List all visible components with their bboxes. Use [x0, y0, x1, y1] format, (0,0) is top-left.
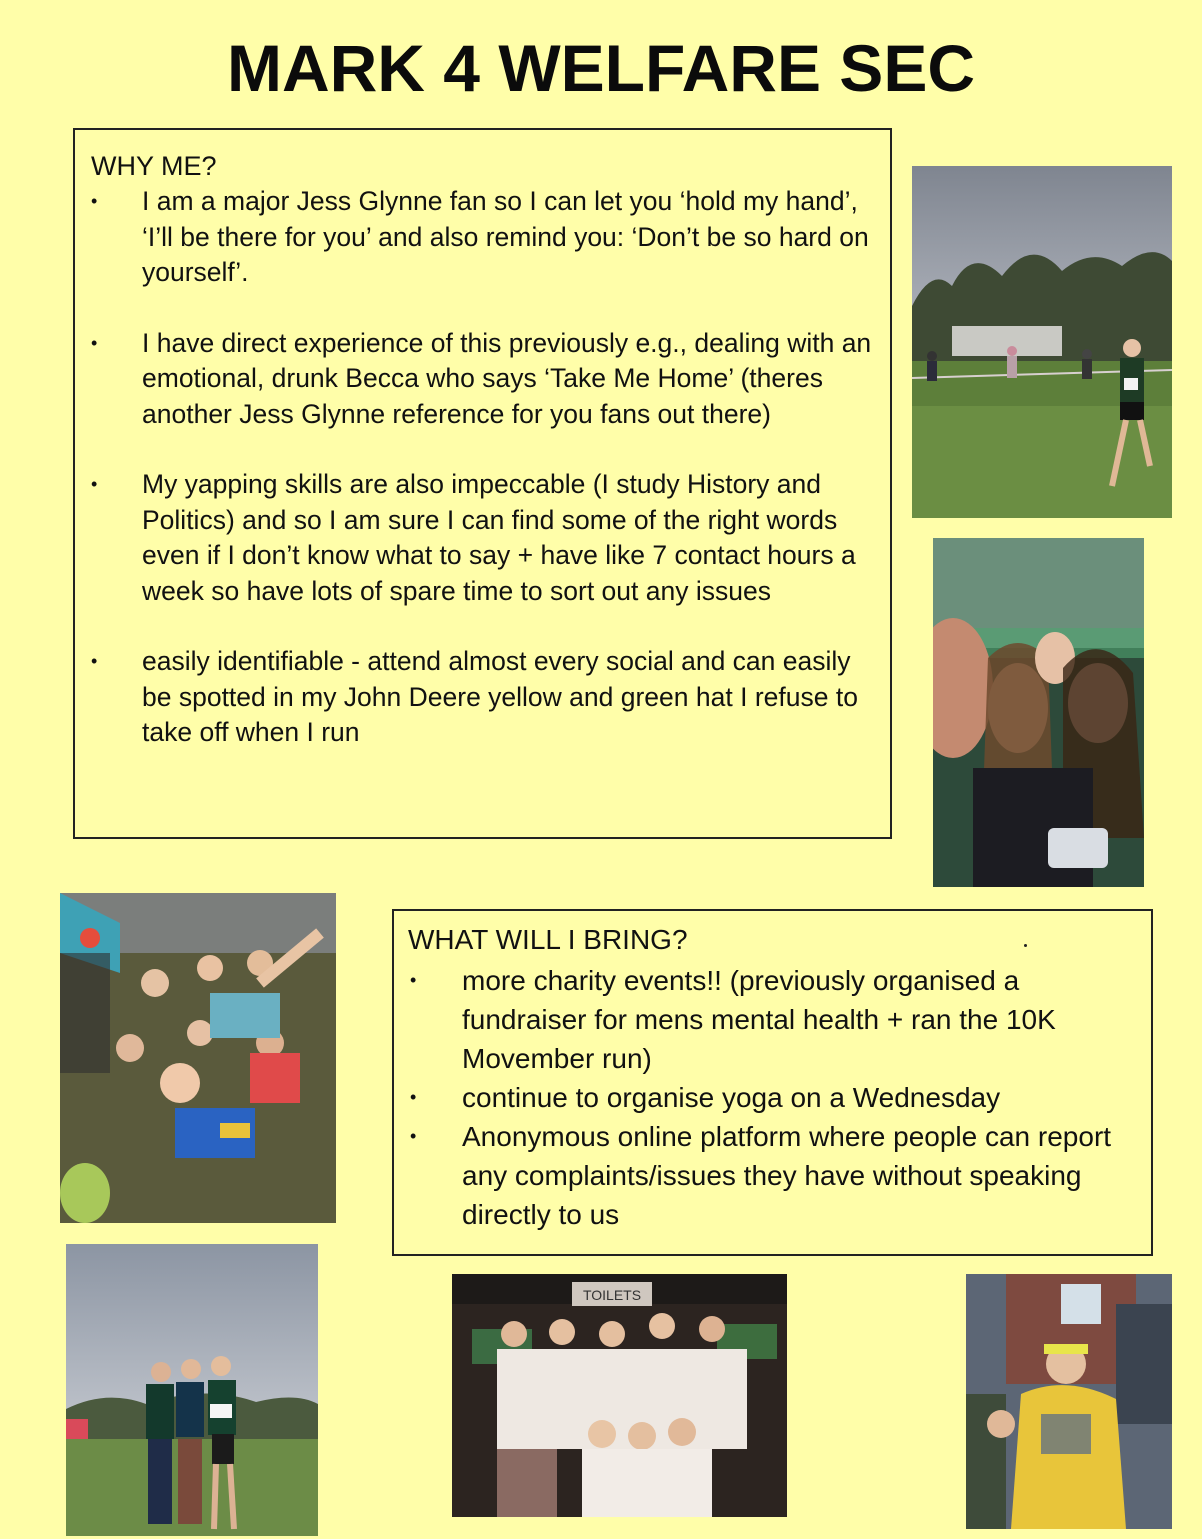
photo-group-selfie [60, 893, 336, 1223]
what-will-i-bring-heading: WHAT WILL I BRING? [408, 924, 688, 955]
list-item: • My yapping skills are also impeccable (I study History and Politics) and so I am sure I can find some of the right words even if I don’t know what to say + have like 7 contact hours a week so have lots of spare time to sort out any issues [91, 467, 874, 609]
list-item: • easily identifiable - attend almost every social and can easily be spotted in my John Deere yellow and green hat I refuse to take off when I run [91, 644, 874, 751]
photo-leeds-runners [66, 1244, 318, 1536]
list-item: • I have direct experience of this previously e.g., dealing with an emotional, drunk Becca who says ‘Take Me Home’ (theres another Jess Glynne reference for you fans out there) [91, 326, 874, 433]
photo-yellow-shirt [966, 1274, 1172, 1529]
photo-white-party-group [452, 1274, 787, 1517]
page-title: MARK 4 WELFARE SEC [226, 31, 976, 105]
what-will-i-bring-list [408, 961, 1137, 1234]
what-will-i-bring-box [392, 909, 1153, 1256]
photo-party-selfie [933, 538, 1144, 887]
why-me-list [91, 184, 874, 751]
why-me-heading: WHY ME? [91, 151, 217, 181]
stray-dot [1024, 944, 1027, 947]
photo-runner-race [912, 166, 1172, 518]
list-item: • continue to organise yoga on a Wednesday [408, 1078, 1137, 1117]
list-item: • more charity events!! (previously organised a fundraiser for mens mental health + ran the 10K Movember run) [408, 961, 1137, 1078]
sign-text: TOILETS [582, 1287, 642, 1303]
list-item: • Anonymous online platform where people can report any complaints/issues they have without speaking directly to us [408, 1117, 1137, 1234]
why-me-box [73, 128, 892, 839]
list-item: • I am a major Jess Glynne fan so I can let you ‘hold my hand’, ‘I’ll be there for you’ and also remind you: ‘Don’t be so hard on yourself’. [91, 184, 874, 291]
